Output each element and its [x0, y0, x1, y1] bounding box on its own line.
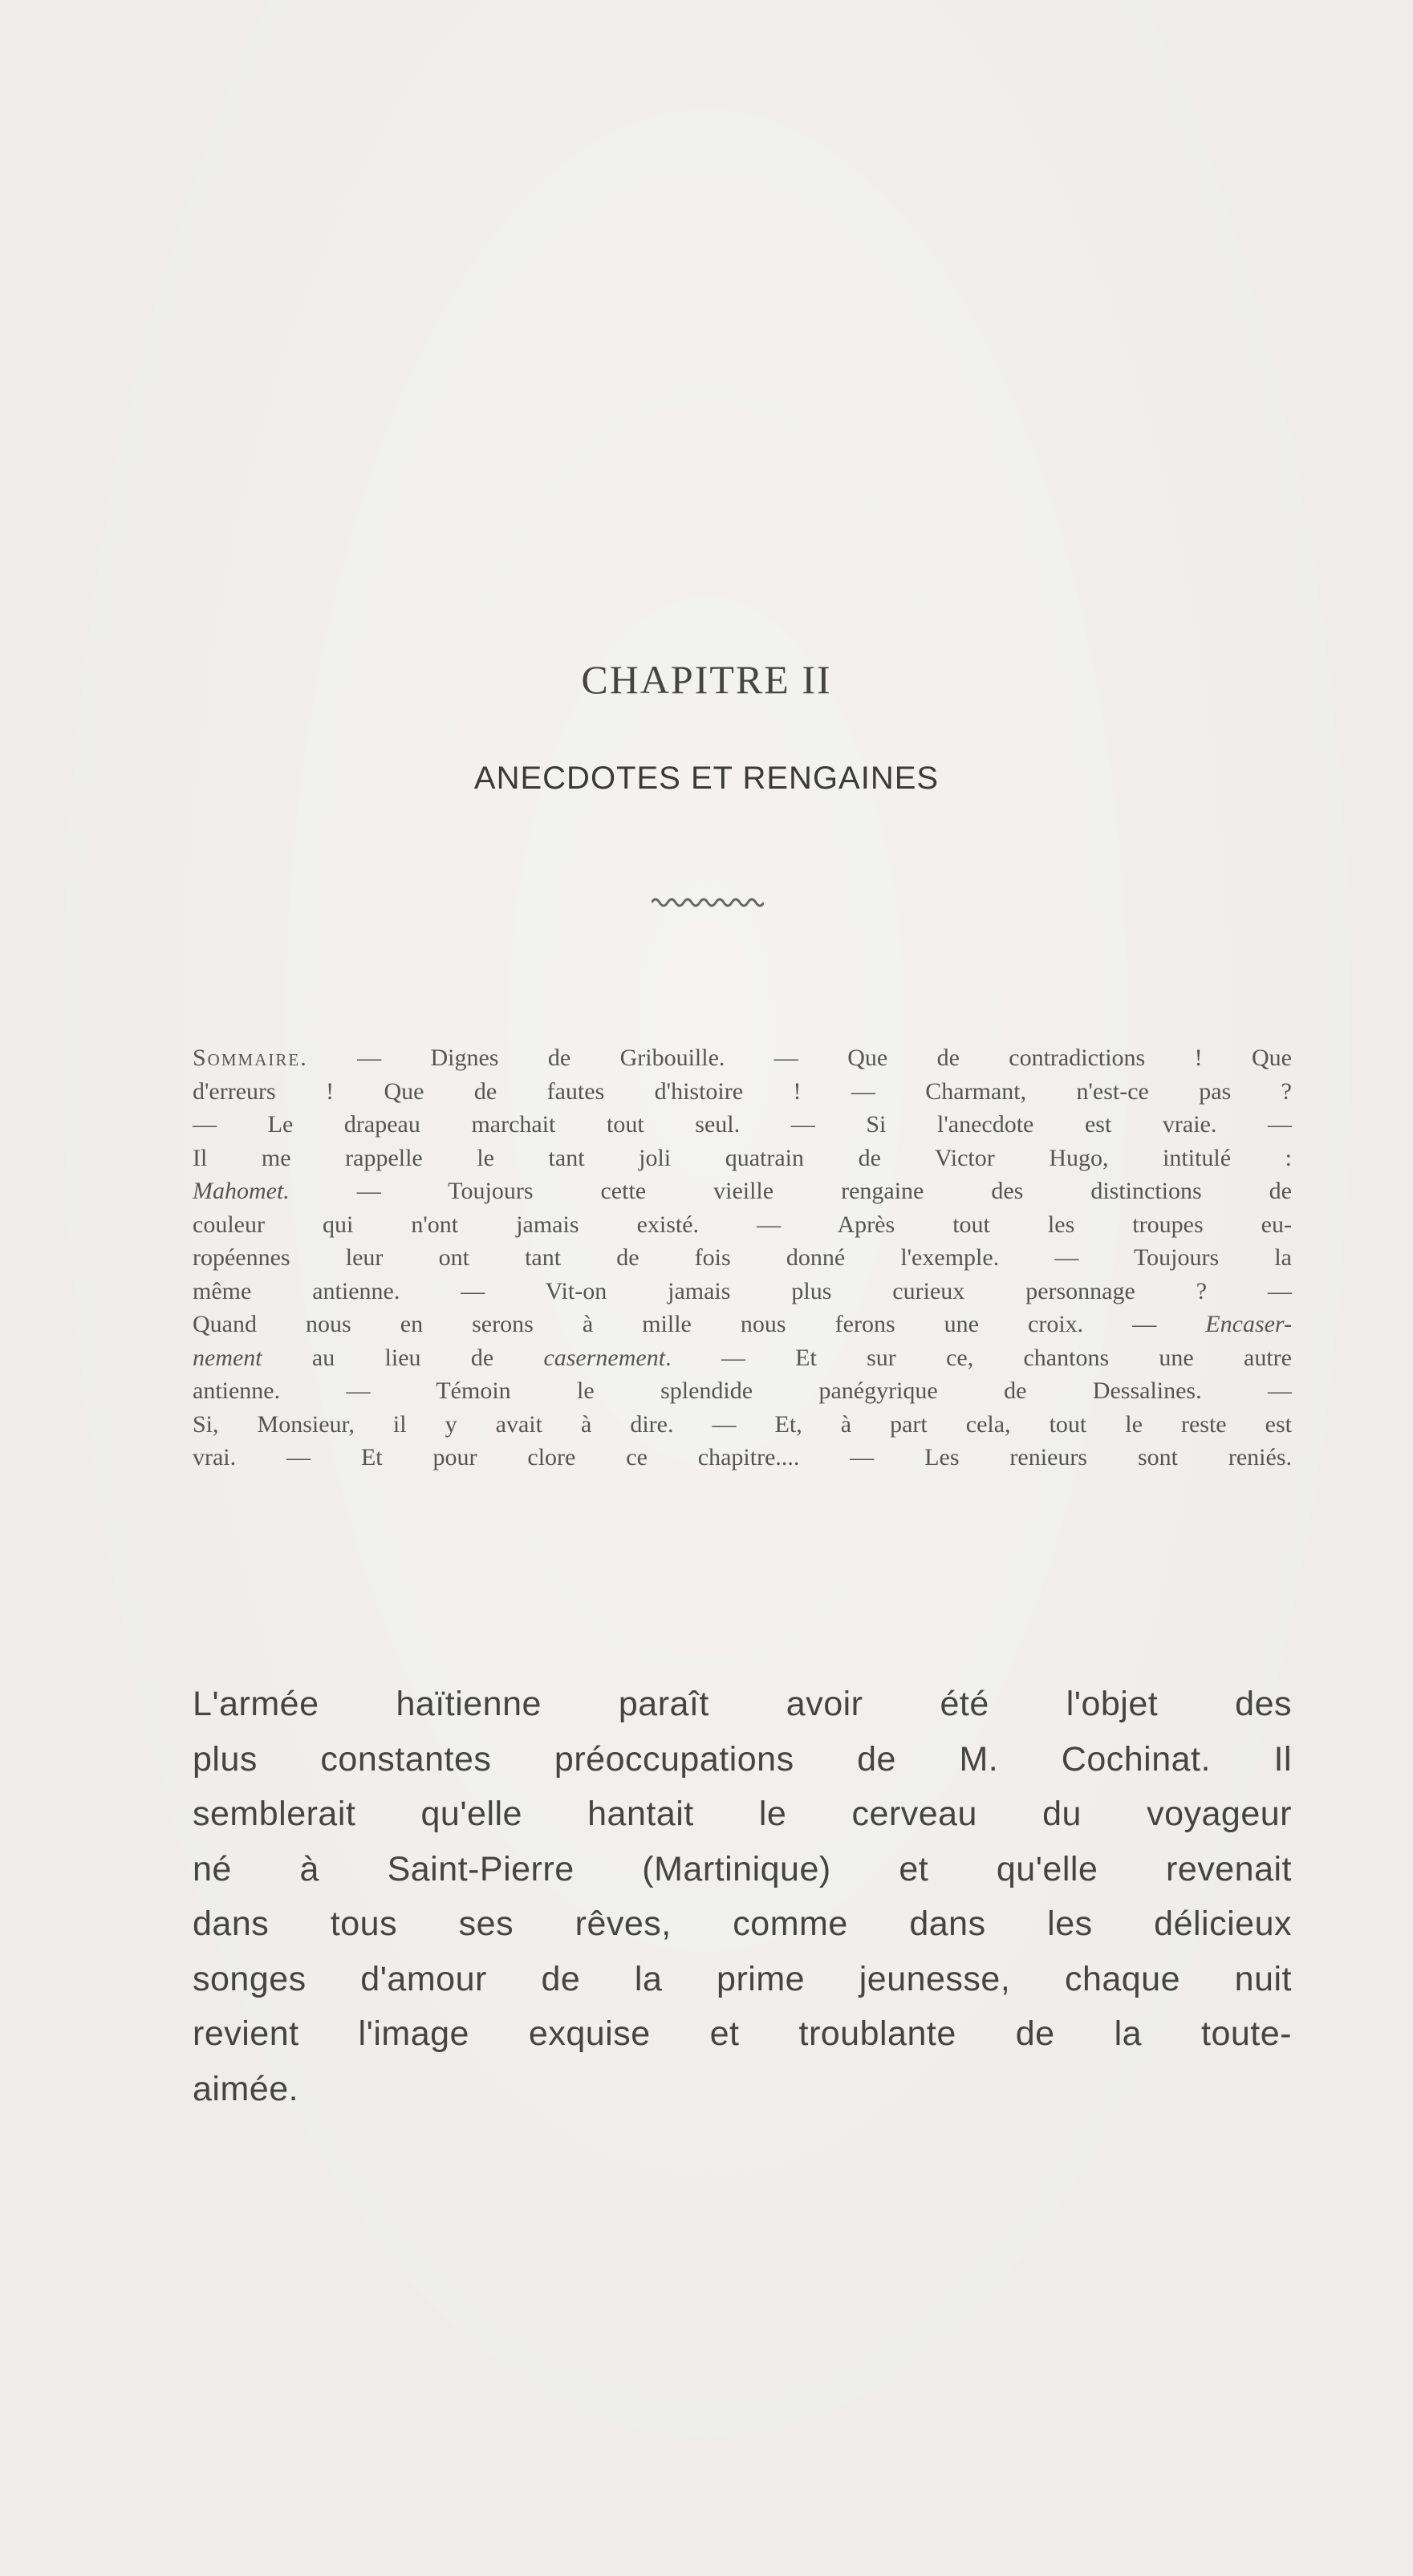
summary-line: Sommaire. — Dignes de Gribouille. — Que de contradictions ! Que	[193, 1045, 1292, 1071]
body-line: aimée.	[193, 2069, 299, 2108]
summary-line: même antienne. — Vit-on jamais plus curieux personnage ? —	[193, 1277, 1292, 1304]
summary-line: Si, Monsieur, il y avait à dire. — Et, à part cela, tout le reste est	[193, 1410, 1292, 1438]
summary-italic: casernement	[543, 1344, 666, 1371]
body-line: revient l'image exquise et troublante de la toute-	[193, 2014, 1292, 2053]
body-line: songes d'amour de la prime jeunesse, chaque nuit	[193, 1959, 1292, 1998]
summary-italic: Encaser-	[1205, 1311, 1292, 1337]
summary-line: Quand nous en serons à mille nous ferons une croix. — Encaser-	[193, 1311, 1292, 1337]
body-line: né à Saint-Pierre (Martinique) et qu'elle revenait	[193, 1849, 1292, 1888]
summary-line: antienne. — Témoin le splendide panégyrique de Dessalines. —	[193, 1377, 1292, 1404]
summary-line: — Le drapeau marchait tout seul. — Si l'anecdote est vraie. —	[193, 1111, 1292, 1138]
body-line: semblerait qu'elle hantait le cerveau du voyageur	[193, 1795, 1292, 1833]
summary-lead: Sommaire.	[193, 1045, 308, 1071]
chapter-title: CHAPITRE II	[581, 657, 832, 702]
wavy-ornament-icon	[652, 895, 764, 911]
body-line: L'armée haïtienne paraît avoir été l'objet des	[193, 1685, 1292, 1723]
body-line: dans tous ses rêves, comme dans les délicieux	[193, 1905, 1292, 1943]
summary-line: vrai. — Et pour clore ce chapitre.... — Les renieurs sont reniés.	[193, 1444, 1292, 1471]
summary-line: Mahomet. — Toujours cette vieille rengaine des distinctions de	[193, 1178, 1292, 1204]
body-paragraph	[193, 1677, 1292, 2116]
summary-italic: nement	[193, 1344, 262, 1371]
summary-italic: Mahomet.	[193, 1178, 290, 1204]
summary-line: couleur qui n'ont jamais existé. — Après tout les troupes eu-	[193, 1211, 1292, 1238]
summary-line: Il me rappelle le tant joli quatrain de Victor Hugo, intitulé :	[193, 1144, 1292, 1171]
chapter-summary	[193, 1041, 1292, 1475]
summary-line: nement au lieu de casernement. — Et sur ce, chantons une autre	[193, 1344, 1292, 1371]
summary-line: d'erreurs ! Que de fautes d'histoire ! — Charmant, n'est-ce pas ?	[193, 1077, 1292, 1105]
chapter-subtitle: ANECDOTES ET RENGAINES	[473, 761, 940, 796]
summary-line: ropéennes leur ont tant de fois donné l'exemple. — Toujours la	[193, 1244, 1292, 1271]
body-line: plus constantes préoccupations de M. Cochinat. Il	[193, 1739, 1292, 1779]
